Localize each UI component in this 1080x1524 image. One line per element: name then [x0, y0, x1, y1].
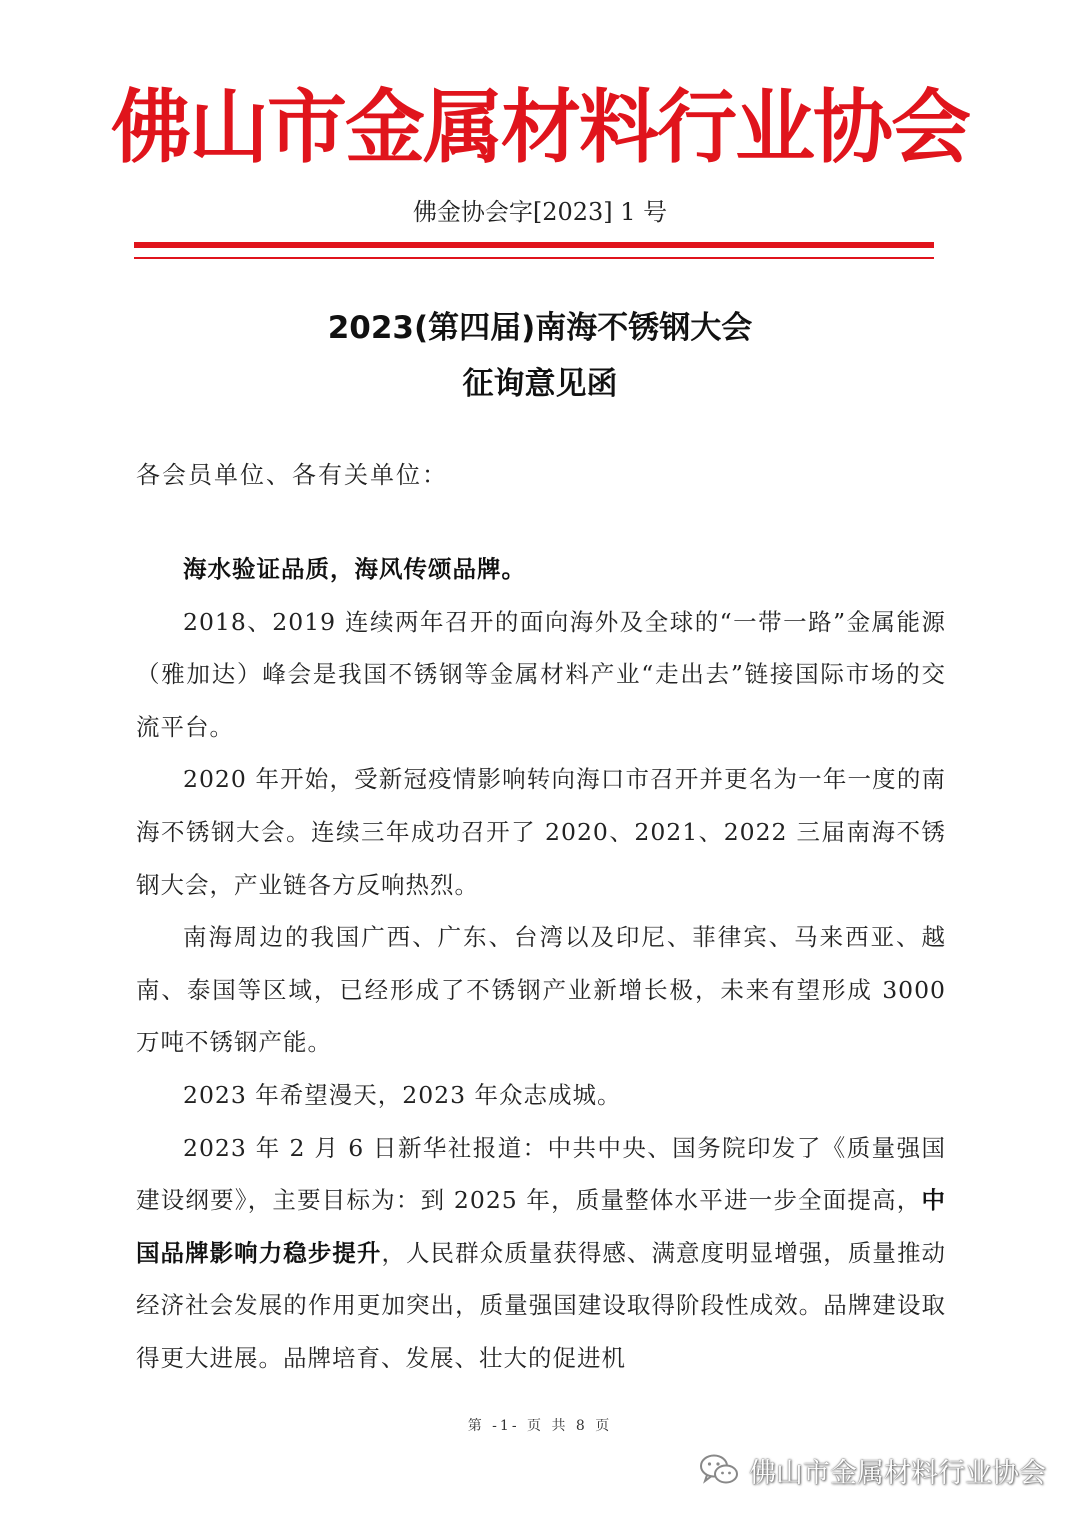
- wechat-icon: [699, 1453, 739, 1487]
- account-watermark: [699, 1450, 1046, 1490]
- paragraph-5-text-a: 2023 年 2 月 6 日新华社报道：中共中央、国务院印发了《质量强国建设纲要》，主要目标为：到 2025 年，质量整体水平进一步全面提高，: [136, 1133, 946, 1215]
- header-rule-thin: [134, 257, 934, 259]
- paragraph-5: [136, 1122, 946, 1385]
- paragraph-5-highlight: 中国品牌影响力稳步提升: [136, 1186, 946, 1267]
- paragraph-2: 2020 年开始，受新冠疫情影响转向海口市召开并更名为一年一度的南海不锈钢大会。连续三年成功召开了 2020、2021、2022 三届南海不锈钢大会，产业链各方反响热烈。: [136, 765, 946, 899]
- document-body: [136, 543, 946, 1385]
- document-title-line1: 2023(第四届)南海不锈钢大会: [327, 310, 753, 346]
- org-masthead: 佛山市金属材料行业协会: [111, 81, 969, 174]
- paragraph-4: 2023 年希望漫天，2023 年众志成城。: [183, 1080, 622, 1109]
- header-rule-thick: [134, 242, 934, 248]
- slogan-paragraph: 海水验证品质，海风传颂品牌。: [183, 555, 526, 583]
- paragraph-3: 南海周边的我国广西、广东、台湾以及印尼、菲律宾、马来西亚、越南、泰国等区域，已经形成了不锈钢产业新增长极，未来有望形成 3000 万吨不锈钢产能。: [136, 923, 946, 1057]
- document-number: 佛金协会字[2023] 1 号: [412, 198, 668, 226]
- salutation: 各会员单位、各有关单位：: [136, 461, 448, 489]
- page-number: 第 -1- 页 共 8 页: [467, 1418, 613, 1434]
- paragraph-1: 2018、2019 连续两年召开的面向海外及全球的“一带一路”金属能源（雅加达）峰会是我国不锈钢等金属材料产业“走出去”链接国际市场的交流平台。: [136, 607, 946, 741]
- paragraph-5-text-c: ，人民群众质量获得感、满意度明显增强，质量推动经济社会发展的作用更加突出，质量强国建设取得阶段性成效。品牌建设取得更大进展。品牌培育、发展、壮大的促进机: [136, 1238, 946, 1372]
- document-title-line2: 征询意见函: [462, 366, 618, 402]
- watermark-text: 佛山市金属材料行业协会: [749, 1457, 1046, 1489]
